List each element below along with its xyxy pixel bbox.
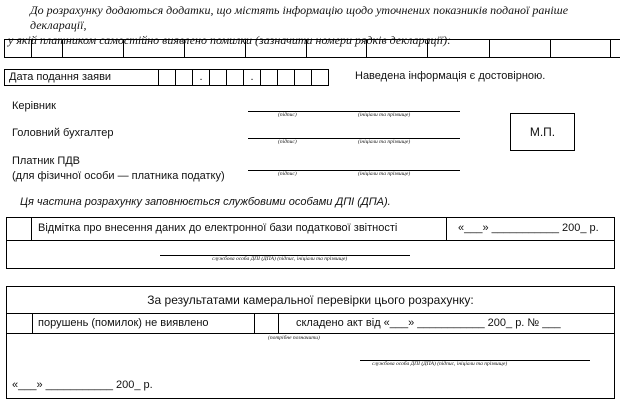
audit-date[interactable]: «___» ___________ 200_ р. bbox=[12, 379, 153, 391]
caption-signature: (підпис) bbox=[278, 112, 297, 118]
row-number-cell[interactable] bbox=[427, 39, 490, 58]
database-official-caption: службова особа ДПІ (ДПА) (підпис, ініціали та прізвище) bbox=[212, 256, 348, 262]
database-mark-label: Відмітка про внесення даних до електронної бази податкової звітності bbox=[38, 222, 398, 234]
row-number-cell[interactable] bbox=[62, 39, 124, 58]
date-digit-cell[interactable] bbox=[294, 69, 312, 86]
dpa-note: Ця частина розрахунку заповнюється службовими особами ДПІ (ДПА). bbox=[20, 196, 391, 208]
row-number-cell[interactable] bbox=[31, 39, 63, 58]
audit-official-caption: службова особа ДПІ (ДПА) (підпис, ініціали та прізвище) bbox=[372, 361, 508, 367]
date-digit-cell[interactable] bbox=[226, 69, 244, 86]
desk-audit-title: За результатами камеральної перевірки цього розрахунку: bbox=[147, 293, 474, 307]
row-number-cell[interactable] bbox=[245, 39, 307, 58]
accountant-label: Головний бухгалтер bbox=[12, 127, 114, 139]
mark-checkbox-divider bbox=[31, 217, 32, 240]
stamp-label: М.П. bbox=[529, 125, 556, 139]
row-number-cell[interactable] bbox=[123, 39, 185, 58]
desk-audit-bottom-divider bbox=[6, 333, 615, 334]
intro-line-1: До розрахунку додаються додатки, що містять інформацію щодо уточнених показників поданої раніше декларації, bbox=[30, 3, 569, 32]
payer-label-line-1: Платник ПДВ bbox=[12, 155, 81, 167]
date-separator: . bbox=[192, 69, 210, 86]
act-checkbox[interactable] bbox=[255, 314, 278, 333]
caption-name: (ініціали та прізвище) bbox=[358, 112, 411, 118]
date-digit-cell[interactable] bbox=[311, 69, 329, 86]
row-number-cell[interactable] bbox=[550, 39, 611, 58]
no-violations-checkbox[interactable] bbox=[7, 314, 32, 333]
date-digit-cell[interactable] bbox=[260, 69, 278, 86]
date-digit-cell[interactable] bbox=[158, 69, 176, 86]
desk-audit-top-divider bbox=[6, 313, 615, 314]
mark-caption: (потрібне позначити) bbox=[268, 335, 320, 341]
act-checkbox-right-divider bbox=[278, 313, 279, 333]
caption-signature: (підпис) bbox=[278, 139, 297, 145]
caption-name: (ініціали та прізвище) bbox=[358, 171, 411, 177]
submission-date-label: Дата подання заяви bbox=[4, 69, 159, 86]
mark-date-divider bbox=[446, 217, 447, 240]
date-digit-cell[interactable] bbox=[175, 69, 193, 86]
row-number-cell[interactable] bbox=[366, 39, 428, 58]
intro-line-2: у якій платником самостійно виявлено помилки (зазначити номери рядків декларації): bbox=[8, 33, 452, 47]
stamp-box bbox=[510, 113, 575, 151]
row-number-cell[interactable] bbox=[610, 39, 620, 58]
payer-label bbox=[12, 154, 225, 184]
date-digit-cell[interactable] bbox=[277, 69, 295, 86]
database-mark-checkbox[interactable] bbox=[7, 218, 31, 240]
declaration-rows-grid bbox=[5, 39, 620, 58]
row-number-cell[interactable] bbox=[4, 39, 32, 58]
act-label[interactable]: складено акт від «___» ___________ 200_ р. № ___ bbox=[296, 317, 561, 329]
no-violations-label: порушень (помилок) не виявлено bbox=[38, 317, 209, 329]
caption-name: (ініціали та прізвище) bbox=[358, 139, 411, 145]
mark-row-divider bbox=[6, 240, 615, 241]
head-label: Керівник bbox=[12, 100, 56, 112]
accuracy-statement: Наведена інформація є достовірною. bbox=[355, 70, 546, 82]
row-number-cell[interactable] bbox=[184, 39, 246, 58]
submission-date-row bbox=[5, 69, 329, 86]
no-violations-checkbox-divider bbox=[32, 313, 33, 333]
row-number-cell[interactable] bbox=[489, 39, 551, 58]
date-separator: . bbox=[243, 69, 261, 86]
caption-signature: (підпис) bbox=[278, 171, 297, 177]
payer-label-line-2: (для фізичної особи — платника податку) bbox=[12, 170, 225, 182]
date-digit-cell[interactable] bbox=[209, 69, 227, 86]
row-number-cell[interactable] bbox=[306, 39, 367, 58]
database-mark-date[interactable]: «___» ___________ 200_ р. bbox=[458, 222, 599, 234]
